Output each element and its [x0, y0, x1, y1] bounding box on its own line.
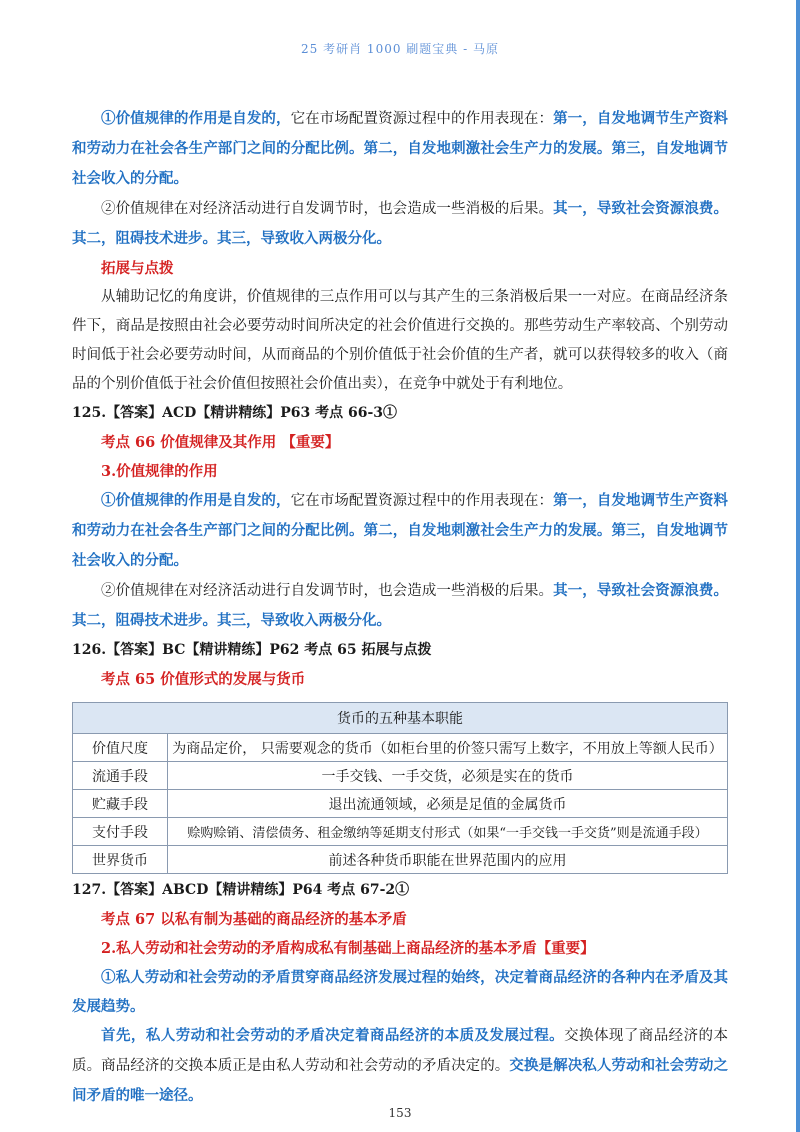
function-desc: 一手交钱、一手交货，必须是实在的货币 [168, 762, 728, 790]
paragraph-law-effects-1 [72, 104, 728, 194]
blue-text: 其一，导致社会资源浪费。其二，阻碍技术进步。其三，导致收入两极分化。 [72, 200, 729, 247]
paragraph-negative-effects-2 [72, 576, 728, 636]
blue-text: 交换是解决私人劳动和社会劳动之间矛盾的唯一途径。 [72, 1057, 729, 1104]
extension-title: 拓展与点拨 [101, 260, 174, 277]
table-row [73, 790, 728, 818]
important-tag: 【重要】 [281, 434, 340, 451]
page-number: 153 [388, 1106, 412, 1120]
function-name: 贮藏手段 [73, 790, 168, 818]
table-row [73, 846, 728, 874]
table-title: 货币的五种基本职能 [73, 703, 728, 734]
paragraph-essence [72, 1021, 728, 1111]
table-row [73, 734, 728, 762]
function-name: 流通手段 [73, 762, 168, 790]
blue-text: 首先，私人劳动和社会劳动的矛盾决定着商品经济的本质及发展过程。 [101, 1027, 565, 1044]
table-row [73, 762, 728, 790]
function-desc: 赊购赊销、清偿债务、租金缴纳等延期支付形式（如果“一手交钱一手交货”则是流通手段） [168, 818, 728, 846]
page-content [72, 104, 728, 1111]
blue-text: ①价值规律的作用是自发的， [101, 492, 291, 509]
plain-text: 它在市场配置资源过程中的作用表现在： [290, 493, 554, 509]
plain-text: ②价值规律在对经济活动进行自发调节时，也会造成一些消极的后果。 [101, 583, 554, 599]
paragraph-contradiction: ①私人劳动和社会劳动的矛盾贯穿商品经济发展过程的始终，决定着商品经济的各种内在矛盾及其发展趋势。 [72, 969, 728, 1015]
function-desc: 退出流通领域，必须是足值的金属货币 [168, 790, 728, 818]
point-title-text: 考点 66 价值规律及其作用 [101, 434, 282, 451]
extension-paragraph: 从辅助记忆的角度讲，价值规律的三点作用可以与其产生的三条消极后果一一对应。在商品经济条件下，商品是按照由社会必要劳动时间所决定的社会价值进行交换的。那些劳动生产率较高、个别劳动时间低于社会必要劳动时间，从而商品的个别价值低于社会价值的生产者，就可以获得较多的收入（商品的个别价值低于社会价值但按照社会价值出卖），在竞争中就处于有利地位。 [72, 289, 728, 392]
paragraph-law-effects-2 [72, 486, 728, 576]
plain-text: ②价值规律在对经济活动进行自发调节时，也会造成一些消极的后果。 [101, 201, 554, 217]
blue-text: 第一，自发地调节生产资料和劳动力在社会各生产部门之间的分配比例。第二，自发地刺激社会生产力的发展。第三，自发地调节社会收入的分配。 [72, 110, 729, 187]
point-65-title: 考点 65 价值形式的发展与货币 [101, 671, 306, 688]
plain-text: 交换体现了商品经济的本质。商品经济的交换本质正是由私人劳动和社会劳动的矛盾决定的。 [72, 1028, 728, 1074]
plain-text: 它在市场配置资源过程中的作用表现在： [290, 111, 554, 127]
section-2-title: 2.私人劳动和社会劳动的矛盾构成私有制基础上商品经济的基本矛盾【重要】 [101, 940, 595, 957]
page-header: 25 考研肖 1000 刷题宝典 - 马原 [301, 42, 499, 56]
point-66-title [72, 428, 728, 457]
blue-text: 第一，自发地调节生产资料和劳动力在社会各生产部门之间的分配比例。第二，自发地刺激社会生产力的发展。第三，自发地调节社会收入的分配。 [72, 492, 729, 569]
function-desc: 为商品定价， 只需要观念的货币（如柜台里的价签只需写上数字，不用放上等额人民币） [168, 734, 728, 762]
function-name: 价值尺度 [73, 734, 168, 762]
blue-text: ①价值规律的作用是自发的， [101, 110, 291, 127]
answer-127: 127.【答案】ABCD【精讲精练】P64 考点 67-2① [72, 882, 410, 898]
money-functions-table [72, 702, 728, 874]
table-header-row [73, 703, 728, 734]
table-row [73, 818, 728, 846]
blue-text: 其一，导致社会资源浪费。其二，阻碍技术进步。其三，导致收入两极分化。 [72, 582, 729, 629]
paragraph-negative-effects-1 [72, 194, 728, 254]
page-edge-bar [796, 0, 800, 1132]
section-3-title: 3.价值规律的作用 [101, 463, 218, 480]
function-desc: 前述各种货币职能在世界范围内的应用 [168, 846, 728, 874]
function-name: 支付手段 [73, 818, 168, 846]
point-67-title: 考点 67 以私有制为基础的商品经济的基本矛盾 [101, 911, 407, 928]
answer-126: 126.【答案】BC【精讲精练】P62 考点 65 拓展与点拨 [72, 642, 432, 658]
function-name: 世界货币 [73, 846, 168, 874]
answer-125: 125.【答案】ACD【精讲精练】P63 考点 66-3① [72, 405, 398, 421]
